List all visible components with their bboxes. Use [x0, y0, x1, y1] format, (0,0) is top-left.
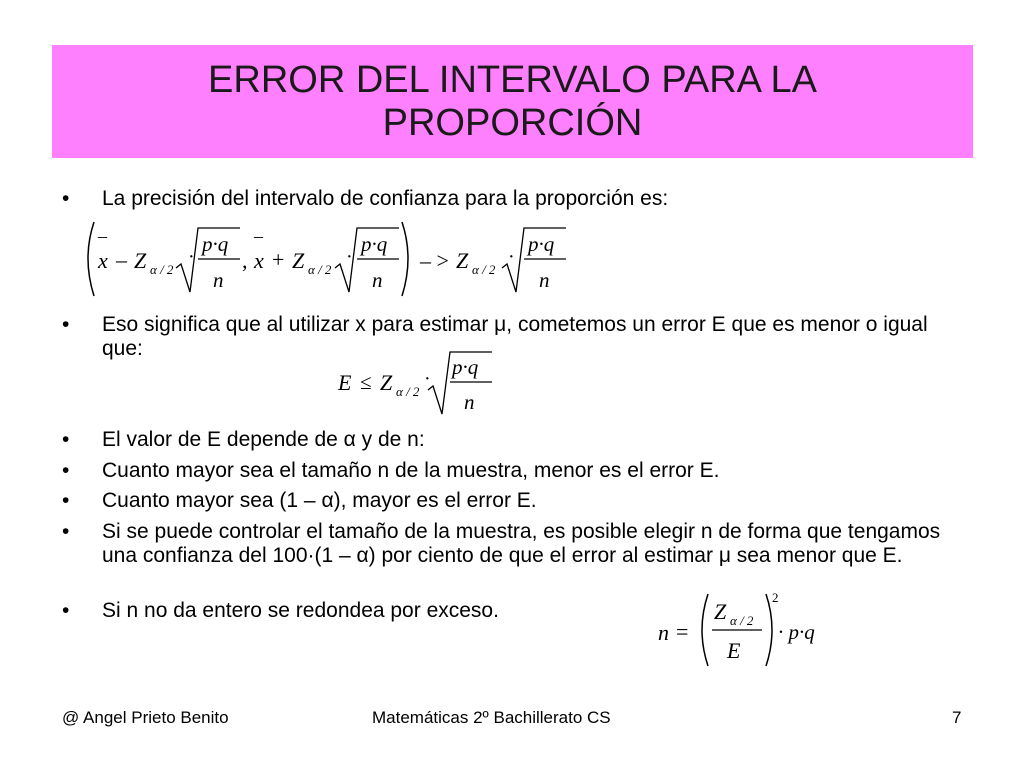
title-banner: [52, 45, 973, 158]
formula-interval-strokes: [80, 218, 580, 300]
sample-e-denominator: E: [727, 638, 741, 663]
formula-sample-size: [656, 590, 836, 670]
bullet-confidence: • Cuanto mayor sea (1 – α), mayor es el error E.: [102, 489, 962, 513]
footer-course: Matemáticas 2º Bachillerato CS: [372, 708, 611, 727]
denominator-3: n: [539, 268, 550, 292]
equals-sign: =: [676, 619, 689, 644]
bullet-e-depends: • El valor de E depende de α y de n:: [102, 428, 962, 452]
sample-z-symbol: Z: [714, 599, 727, 624]
dot-1: ·: [188, 246, 195, 268]
minus-sign: –: [116, 247, 127, 272]
formula-error: [336, 346, 496, 418]
footer-page-number: 7: [952, 708, 962, 727]
bullet-rounding: • Si n no da entero se redondea por exceso.: [102, 599, 622, 623]
numerator-1: p·q: [202, 232, 229, 256]
sample-pq-tail: · p·q: [778, 620, 815, 644]
exponent-two: 2: [772, 590, 779, 605]
bullet-control-size: • Si se puede controlar el tamaño de la muestra, es posible elegir n de forma que tengamos una confianza del 100·(1 – α) por ciento de que el error al estimar μ sea menor que E.: [102, 520, 964, 568]
xbar-bar-2: –: [254, 226, 263, 246]
z-symbol-3: Z: [456, 248, 469, 273]
xbar-2: x: [254, 248, 264, 273]
sample-n-symbol: n: [658, 620, 669, 645]
denominator-2: n: [372, 268, 383, 292]
bullet-precision: • La precisión del intervalo de confianza para la proporción es:: [102, 187, 942, 211]
error-z-symbol: Z: [380, 370, 393, 395]
error-numerator: p·q: [452, 355, 479, 379]
arrow-sign: – >: [420, 248, 449, 273]
xbar-bar-1: –: [98, 226, 107, 246]
error-dot: ·: [424, 368, 431, 390]
footer-author: @ Angel Prieto Benito: [62, 708, 229, 727]
comma: ,: [242, 248, 248, 273]
z-symbol-1: Z: [134, 248, 147, 273]
formula-interval: [80, 218, 580, 300]
numerator-3: p·q: [528, 232, 555, 256]
numerator-2: p·q: [361, 232, 388, 256]
dot-2: ·: [346, 246, 353, 268]
sample-alpha-sub: α / 2: [730, 613, 754, 628]
leq-sign: ≤: [360, 370, 372, 394]
alpha-sub-2: α / 2: [308, 262, 332, 277]
bullet-error-meaning: • Eso significa que al utilizar x para estimar μ, cometemos un error E que es menor o igual que:: [102, 313, 962, 361]
error-e-symbol: E: [338, 370, 352, 395]
alpha-sub-1: α / 2: [150, 262, 174, 277]
dot-3: ·: [508, 246, 515, 268]
plus-sign: +: [272, 247, 285, 272]
error-denominator: n: [464, 390, 475, 414]
bullet-sample-size: • Cuanto mayor sea el tamaño n de la muestra, menor es el error E.: [102, 459, 962, 483]
denominator-1: n: [213, 268, 224, 292]
alpha-sub-3: α / 2: [472, 262, 496, 277]
error-alpha-sub: α / 2: [396, 384, 420, 399]
xbar-1: x: [98, 248, 108, 273]
z-symbol-2: Z: [292, 248, 305, 273]
slide-title: ERROR DEL INTERVALO PARA LA PROPORCIÓN: [208, 58, 817, 144]
